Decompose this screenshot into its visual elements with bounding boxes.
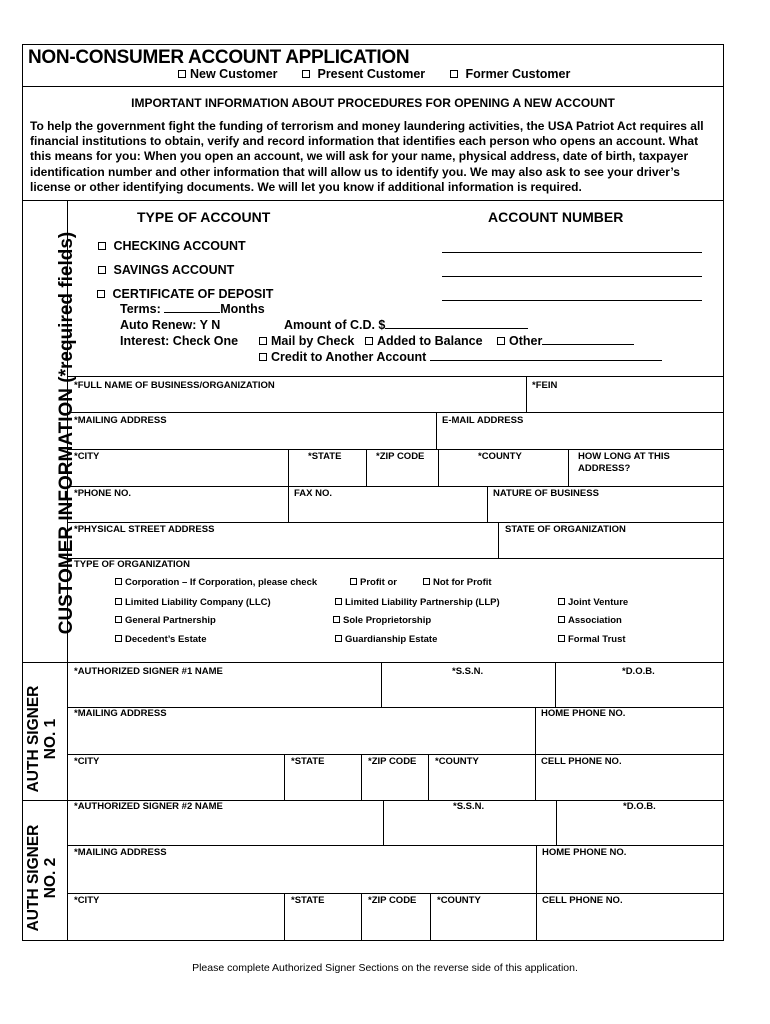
cell-divider (430, 893, 431, 941)
type-of-account-header: TYPE OF ACCOUNT (137, 209, 271, 225)
formal-trust-label: Formal Trust (568, 634, 626, 645)
other-checkbox[interactable] (497, 334, 634, 348)
signer1-zip-field[interactable]: *ZIP CODE (368, 756, 417, 767)
checkbox-icon (259, 337, 267, 345)
llp-label: Limited Liability Partnership (LLP) (345, 597, 500, 608)
cell-divider (381, 662, 382, 707)
divider (67, 449, 724, 450)
savings-account-label: SAVINGS ACCOUNT (113, 263, 235, 277)
auth-signer-2-label-line1: AUTH SIGNER (25, 824, 42, 932)
checkbox-icon (335, 598, 342, 605)
cd-amount-field[interactable] (385, 318, 528, 329)
joint-venture-checkbox[interactable] (558, 597, 628, 608)
signer2-ssn-field[interactable]: *S.S.N. (453, 801, 485, 812)
full-name-field[interactable]: *FULL NAME OF BUSINESS/ORGANIZATION (74, 380, 275, 391)
not-for-profit-label: Not for Profit (433, 577, 492, 588)
auto-renew-label: Auto Renew: Y N (120, 318, 221, 332)
credit-another-account-checkbox[interactable] (259, 350, 662, 364)
terms-field[interactable] (164, 302, 220, 313)
fax-field[interactable]: FAX NO. (294, 488, 333, 499)
signer1-mailing-field[interactable]: *MAILING ADDRESS (74, 708, 167, 719)
signer1-home-phone-field[interactable]: HOME PHONE NO. (541, 708, 626, 719)
fein-field[interactable]: *FEIN (532, 380, 558, 391)
auth-signer-1-label-line2: NO. 1 (42, 718, 59, 760)
cell-divider (383, 800, 384, 845)
association-label: Association (568, 615, 622, 626)
cell-divider (361, 893, 362, 941)
former-customer-label: Former Customer (465, 67, 571, 81)
cell-divider (526, 376, 527, 412)
signer2-state-field[interactable]: *STATE (291, 895, 325, 906)
interest-label: Interest: Check One (120, 334, 239, 348)
checkbox-icon (115, 616, 122, 623)
credit-another-account-label: Credit to Another Account (271, 350, 427, 364)
customer-info-section-label: CUSTOMER INFORMATION (*required fields) (56, 231, 77, 635)
divider (67, 376, 724, 377)
corporation-checkbox[interactable] (115, 577, 317, 588)
nature-of-business-field[interactable]: NATURE OF BUSINESS (493, 488, 599, 499)
checkbox-icon (97, 290, 105, 298)
corporation-label: Corporation – If Corporation, please check (125, 577, 318, 588)
signer2-zip-field[interactable]: *ZIP CODE (368, 895, 417, 906)
checkbox-icon (178, 70, 186, 78)
cd-amount-label: Amount of C.D. $ (284, 318, 386, 332)
signer1-city-field[interactable]: *CITY (74, 756, 100, 767)
former-customer-checkbox[interactable] (450, 67, 570, 81)
checkbox-icon (558, 635, 565, 642)
other-field[interactable] (542, 334, 634, 345)
divider (22, 86, 724, 87)
cell-divider (498, 522, 499, 558)
checkbox-icon (115, 635, 122, 642)
mailing-address-field[interactable]: *MAILING ADDRESS (74, 415, 167, 426)
cell-divider (568, 449, 569, 486)
email-field[interactable]: E-MAIL ADDRESS (442, 415, 524, 426)
terms-unit: Months (220, 302, 265, 316)
added-to-balance-label: Added to Balance (377, 334, 483, 348)
auth-signer-1-section-label (25, 669, 59, 809)
formal-trust-checkbox[interactable] (558, 634, 626, 645)
cd-account-number-field[interactable] (442, 300, 702, 301)
savings-account-checkbox[interactable] (98, 263, 234, 277)
county-field[interactable]: *COUNTY (478, 451, 522, 462)
zip-field[interactable]: *ZIP CODE (376, 451, 425, 462)
cell-divider (361, 754, 362, 800)
checkbox-icon (333, 616, 340, 623)
physical-address-field[interactable]: *PHYSICAL STREET ADDRESS (74, 524, 215, 535)
state-of-organization-field[interactable]: STATE OF ORGANIZATION (505, 524, 626, 535)
signer1-county-field[interactable]: *COUNTY (435, 756, 479, 767)
checking-account-checkbox[interactable] (98, 239, 246, 253)
cd-checkbox[interactable] (97, 287, 273, 301)
account-number-header: ACCOUNT NUMBER (488, 209, 624, 225)
added-to-balance-checkbox[interactable] (365, 334, 483, 348)
signer2-cell-phone-field[interactable]: CELL PHONE NO. (542, 895, 623, 906)
sole-proprietorship-label: Sole Proprietorship (343, 615, 432, 626)
cd-amount-row (284, 318, 528, 332)
checkbox-icon (497, 337, 505, 345)
new-customer-checkbox[interactable] (178, 67, 278, 81)
cell-divider (556, 800, 557, 845)
checkbox-icon (98, 242, 106, 250)
signer1-name-field[interactable]: *AUTHORIZED SIGNER #1 NAME (74, 666, 223, 677)
checkbox-icon (423, 578, 430, 585)
new-customer-label: New Customer (190, 67, 278, 81)
profit-checkbox[interactable] (350, 577, 397, 588)
not-for-profit-checkbox[interactable] (423, 577, 492, 588)
type-of-organization-label: TYPE OF ORGANIZATION (74, 559, 190, 570)
checkbox-icon (450, 70, 458, 78)
signer1-ssn-field[interactable]: *S.S.N. (452, 666, 484, 677)
divider (22, 200, 724, 201)
divider (22, 662, 724, 663)
signer1-state-field[interactable]: *STATE (291, 756, 325, 767)
divider (67, 522, 724, 523)
cell-divider (288, 486, 289, 522)
guardianship-estate-checkbox[interactable] (335, 634, 437, 645)
auth-signer-2-label-line2: NO. 2 (42, 857, 59, 899)
mail-by-check-checkbox[interactable] (259, 334, 354, 348)
checkbox-icon (115, 598, 122, 605)
cell-divider (284, 754, 285, 800)
cell-divider (436, 412, 437, 449)
joint-venture-label: Joint Venture (568, 597, 629, 608)
divider (67, 754, 724, 755)
decedents-estate-checkbox[interactable] (115, 634, 207, 645)
how-long-label-line2: ADDRESS? (578, 463, 631, 474)
checkbox-icon (335, 635, 342, 642)
checkbox-icon (558, 616, 565, 623)
checking-account-number-field[interactable] (442, 252, 702, 253)
general-partnership-checkbox[interactable] (115, 615, 216, 626)
checkbox-icon (302, 70, 310, 78)
terms-label: Terms: (120, 302, 161, 316)
signer2-home-phone-field[interactable]: HOME PHONE NO. (542, 847, 627, 858)
checking-account-label: CHECKING ACCOUNT (113, 239, 246, 253)
state-field[interactable]: *STATE (308, 451, 342, 462)
sole-proprietorship-checkbox[interactable] (333, 615, 431, 626)
signer1-dob-field[interactable]: *D.O.B. (622, 666, 655, 677)
how-long-label-line1: HOW LONG AT THIS (578, 451, 670, 462)
checkbox-icon (259, 353, 267, 361)
form-title: NON-CONSUMER ACCOUNT APPLICATION (28, 47, 410, 68)
auth-signer-1-label-line1: AUTH SIGNER (25, 685, 42, 793)
signer2-mailing-field[interactable]: *MAILING ADDRESS (74, 847, 167, 858)
cell-divider (438, 449, 439, 486)
notice-heading: IMPORTANT INFORMATION ABOUT PROCEDURES FOR OPENING A NEW ACCOUNT (131, 96, 615, 110)
decedents-estate-label: Decedent’s Estate (125, 634, 207, 645)
guardianship-estate-label: Guardianship Estate (345, 634, 438, 645)
signer1-cell-phone-field[interactable]: CELL PHONE NO. (541, 756, 622, 767)
cd-label: CERTIFICATE OF DEPOSIT (112, 287, 274, 301)
divider (67, 486, 724, 487)
cell-divider (555, 662, 556, 707)
phone-field[interactable]: *PHONE NO. (74, 488, 132, 499)
divider (67, 845, 724, 846)
signer2-dob-field[interactable]: *D.O.B. (623, 801, 656, 812)
notice-body: To help the government fight the funding of terrorism and money laundering activities, the USA Patriot Act requires all financial institutions to obtain, verify and record information that identifies each person who opens an account. What this means for you: When you open an account, we will ask for your name, physical address, date of birth, taxpayer identification number and other information that will allow us to identify you. We may also ask to see your driver’s license or other identifying documents. We will let you know if additional information is required. (30, 119, 704, 194)
checkbox-icon (115, 578, 122, 585)
signer2-name-field[interactable]: *AUTHORIZED SIGNER #2 NAME (74, 801, 223, 812)
checkbox-icon (350, 578, 357, 585)
llp-checkbox[interactable] (335, 597, 500, 608)
divider (67, 893, 724, 894)
present-customer-label: Present Customer (317, 67, 426, 81)
cell-divider (366, 449, 367, 486)
checkbox-icon (98, 266, 106, 274)
divider (67, 412, 724, 413)
city-field[interactable]: *CITY (74, 451, 100, 462)
auth-signer-2-section-label (25, 808, 59, 948)
signer2-city-field[interactable]: *CITY (74, 895, 100, 906)
association-checkbox[interactable] (558, 615, 622, 626)
savings-account-number-field[interactable] (442, 276, 702, 277)
cell-divider (487, 486, 488, 522)
how-long-field[interactable] (578, 451, 670, 475)
present-customer-checkbox[interactable] (302, 67, 425, 81)
llc-label: Limited Liability Company (LLC) (125, 597, 271, 608)
footer-note: Please complete Authorized Signer Sections on the reverse side of this application. (192, 962, 578, 974)
llc-checkbox[interactable] (115, 597, 271, 608)
signer2-county-field[interactable]: *COUNTY (437, 895, 481, 906)
terms-row (120, 302, 265, 316)
credit-account-field[interactable] (430, 350, 662, 361)
checkbox-icon (365, 337, 373, 345)
profit-label: Profit or (360, 577, 397, 588)
other-label: Other (509, 334, 543, 348)
cell-divider (284, 893, 285, 941)
mail-by-check-label: Mail by Check (271, 334, 355, 348)
cell-divider (288, 449, 289, 486)
checkbox-icon (558, 598, 565, 605)
cell-divider (428, 754, 429, 800)
general-partnership-label: General Partnership (125, 615, 216, 626)
